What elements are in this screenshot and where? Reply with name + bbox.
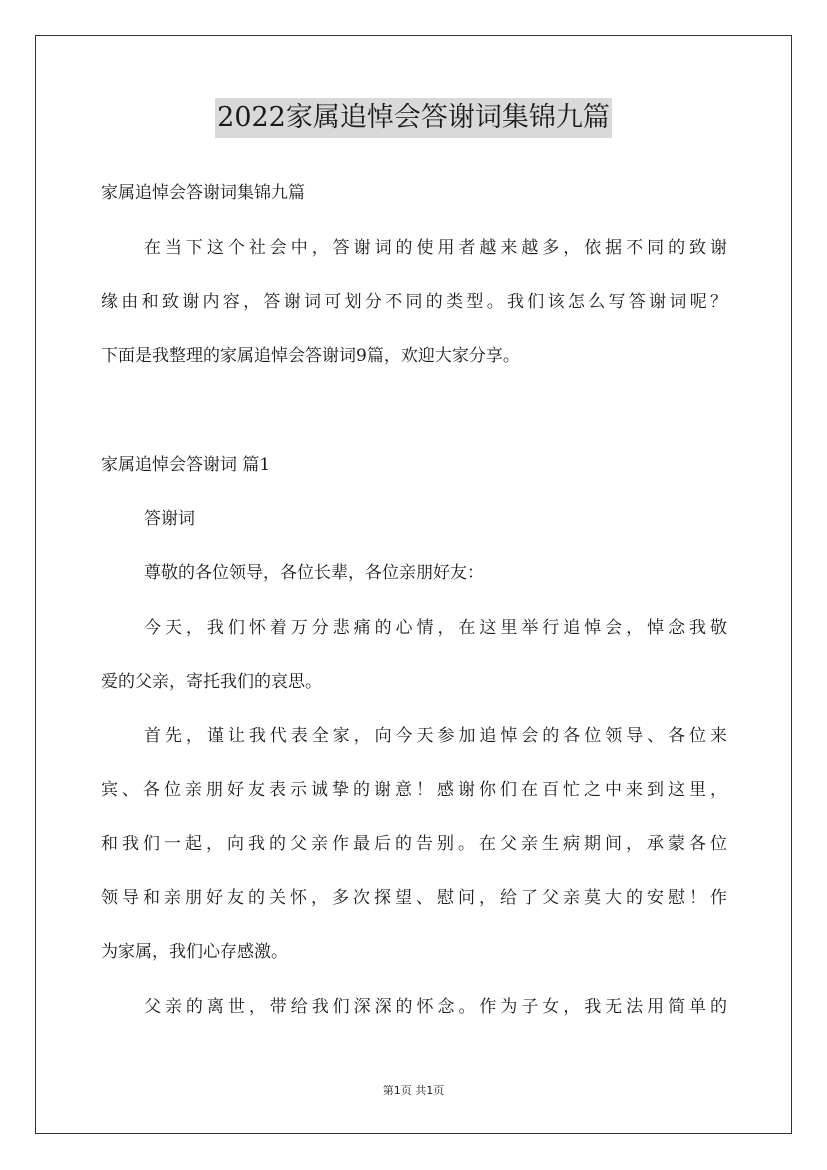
body-line-2: 尊敬的各位领导，各位长辈，各位亲朋好友： xyxy=(144,563,484,583)
document-subtitle: 家属追悼会答谢词集锦九篇 xyxy=(101,183,305,203)
section-heading: 家属追悼会答谢词 篇1 xyxy=(101,455,271,475)
body-line-8: 领导和亲朋好友的关怀，多次探望、慰问，给了父亲莫大的安慰！作 xyxy=(101,888,727,908)
body-line-5: 首先，谨让我代表全家，向今天参加追悼会的各位领导、各位来 xyxy=(144,726,727,746)
body-line-7: 和我们一起，向我的父亲作最后的告别。在父亲生病期间，承蒙各位 xyxy=(101,834,727,854)
body-line-4: 爱的父亲，寄托我们的哀思。 xyxy=(101,672,322,692)
intro-line-3: 下面是我整理的家属追悼会答谢词9篇，欢迎大家分享。 xyxy=(101,346,520,366)
body-line-10: 父亲的离世，带给我们深深的怀念。作为子女，我无法用简单的 xyxy=(144,997,727,1017)
page-footer: 第1页 共1页 xyxy=(382,1084,445,1097)
body-line-9: 为家属，我们心存感激。 xyxy=(101,942,288,962)
body-line-6: 宾、各位亲朋好友表示诚挚的谢意！感谢你们在百忙之中来到这里， xyxy=(101,780,727,800)
document-title: 2022家属追悼会答谢词集锦九篇 xyxy=(215,98,612,138)
intro-line-1: 在当下这个社会中，答谢词的使用者越来越多，依据不同的致谢 xyxy=(144,238,727,258)
body-line-3: 今天，我们怀着万分悲痛的心情，在这里举行追悼会，悼念我敬 xyxy=(144,618,727,638)
body-line-1: 答谢词 xyxy=(144,509,195,529)
title-container xyxy=(0,98,827,138)
intro-line-2: 缘由和致谢内容，答谢词可划分不同的类型。我们该怎么写答谢词呢？ xyxy=(101,292,727,312)
